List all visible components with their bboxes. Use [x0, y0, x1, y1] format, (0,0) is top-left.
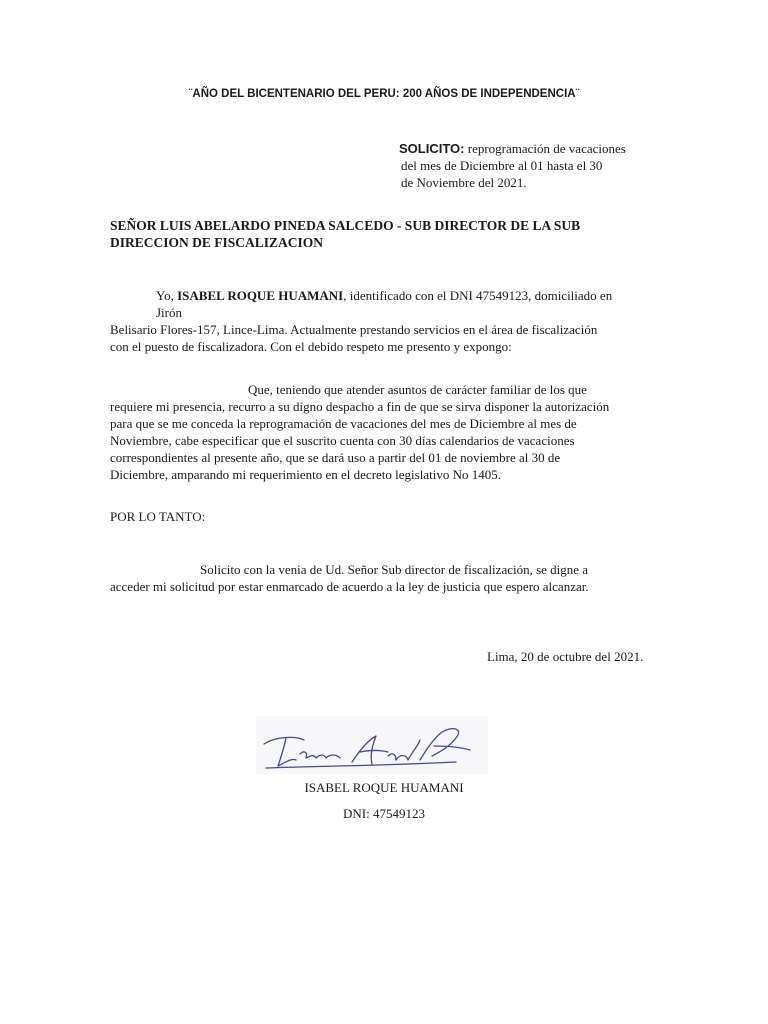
addressee	[110, 217, 580, 251]
intro-prefix: Yo,	[156, 288, 178, 303]
reason-paragraph	[110, 381, 609, 483]
intro-line-4: con el puesto de fiscalizadora. Con el debido respeto me presento y expongo:	[110, 339, 512, 354]
subject-line-3: de Noviembre del 2021.	[401, 175, 527, 190]
handwritten-signature	[256, 716, 488, 774]
document-motto: ¨AÑO DEL BICENTENARIO DEL PERU: 200 AÑOS DE INDEPENDENCIA¨	[188, 88, 580, 100]
reason-line-2: requiere mi presencia, recurro a su digno despacho a fin de que se sirva disponer la autorización	[110, 399, 610, 414]
therefore-heading: POR LO TANTO:	[110, 509, 206, 524]
reason-line-6: Diciembre, amparando mi requerimiento en el decreto legislativo No 1405.	[110, 467, 501, 482]
intro-line-2: Jirón	[156, 305, 182, 320]
applicant-name: ISABEL ROQUE HUAMANI	[177, 288, 344, 303]
subject-line-2: del mes de Diciembre al 01 hasta el 30	[401, 158, 603, 173]
request-line-2: acceder mi solicitud por estar enmarcado de acuerdo a la ley de justicia que espero alcanzar.	[110, 579, 589, 594]
intro-line-3: Belisario Flores-157, Lince-Lima. Actualmente prestando servicios en el área de fiscalización	[110, 322, 598, 337]
request-line-1: Solicito con la venia de Ud. Señor Sub director de fiscalización, se digne a	[200, 562, 589, 577]
reason-line-5: correspondientes al presente año, que se dará uso a partir del 01 de noviembre al 30 de	[110, 450, 561, 465]
reason-line-4: Noviembre, cabe especificar que el suscrito cuenta con 30 días calendarios de vacaciones	[110, 433, 575, 448]
intro-rest: , identificado con el DNI 47549123, domiciliado en	[343, 288, 613, 303]
reason-line-1: Que, teniendo que atender asuntos de carácter familiar de los que	[248, 382, 587, 397]
subject-label: SOLICITO:	[399, 141, 465, 156]
signer-dni: DNI: 47549123	[343, 806, 425, 821]
reason-line-3: para que se me conceda la reprogramación de vacaciones del mes de Diciembre al mes de	[110, 416, 577, 431]
date-line: Lima, 20 de octubre del 2021.	[487, 649, 644, 664]
addressee-line-2: DIRECCION DE FISCALIZACION	[110, 235, 324, 250]
request-paragraph	[110, 561, 589, 595]
subject-block	[399, 140, 626, 191]
signer-name: ISABEL ROQUE HUAMANI	[304, 780, 464, 795]
addressee-line-1: SEÑOR LUIS ABELARDO PINEDA SALCEDO - SUB DIRECTOR DE LA SUB	[110, 218, 581, 233]
introduction-paragraph	[110, 287, 612, 355]
subject-line-1: reprogramación de vacaciones	[464, 141, 626, 156]
